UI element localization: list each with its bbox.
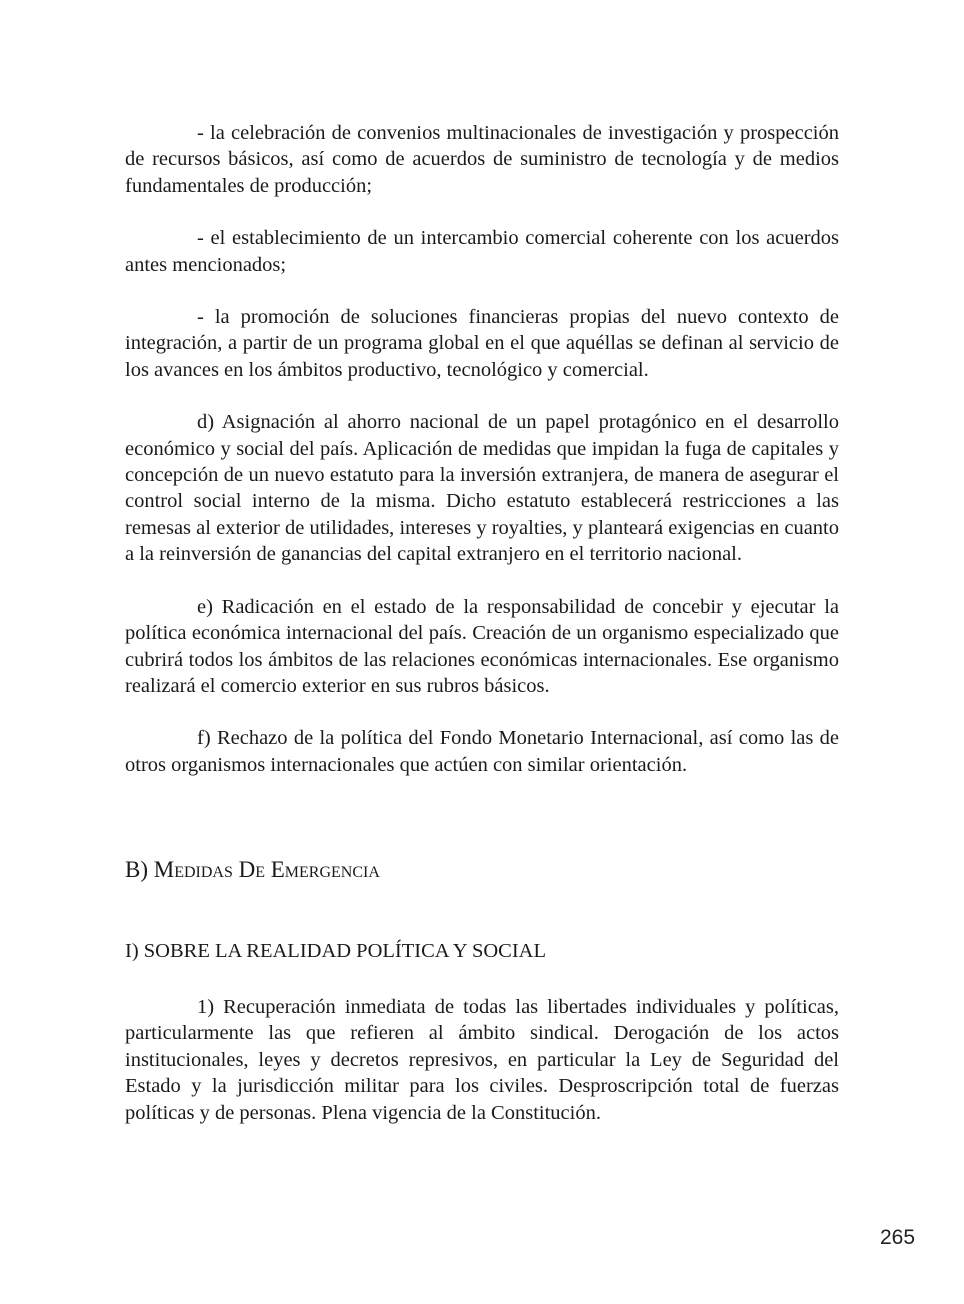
- paragraph-convenios: - la celebración de convenios multinacionales de investigación y prospección de recursos básicos, así como de acuerdos de suministro de tecnología y de medios fundamentales de producción;: [125, 122, 839, 197]
- paragraph-intercambio: - el establecimiento de un intercambio comercial coherente con los acuerdos antes mencionados;: [125, 227, 839, 276]
- paragraph-f-rechazo-fmi: f) Rechazo de la política del Fondo Monetario Internacional, así como las de otros organismos internacionales que actúen con similar orientación.: [125, 727, 839, 776]
- section-heading: B) Medidas De Emergencia: [125, 857, 380, 882]
- body-text-top: [125, 120, 839, 804]
- paragraph-1-recuperacion: 1) Recuperación inmediata de todas las libertades individuales y políticas, particularmente las que refieren al ámbito sindical. Derogación de los actos institucionales, leyes y decretos represivos, en particular la Ley de Seguridad del Estado y la jurisdicción militar para los civiles. Desproscripción total de fuerzas políticas y de personas. Plena vigencia de la Constitución.: [125, 996, 839, 1124]
- body-text-bottom: [125, 994, 839, 1152]
- paragraph-soluciones-financieras: - la promoción de soluciones financieras propias del nuevo contexto de integración, a partir de un programa global en el que aquéllas se definan al servicio de los avances en los ámbitos productivo, tecnológico y comercial.: [125, 306, 839, 381]
- paragraph-d-ahorro-nacional: d) Asignación al ahorro nacional de un papel protagónico en el desarrollo económico y social del país. Aplicación de medidas que impidan la fuga de capitales y concepción de un nuevo estatuto para la inversión extranjera, de manera de asegurar el control social interno de la misma. Dicho estatuto establecerá restricciones a las remesas al exterior de utilidades, intereses y royalties, y planteará exigencias en cuanto a la reinversión de ganancias del capital extranjero en el territorio nacional.: [125, 411, 839, 566]
- subsection-heading: I) SOBRE LA REALIDAD POLÍTICA Y SOCIAL: [125, 940, 547, 962]
- paragraph-e-radicacion: e) Radicación en el estado de la responsabilidad de concebir y ejecutar la política económica internacional del país. Creación de un organismo especializado que cubrirá todos los ámbitos de las relaciones económicas internacionales. Ese organismo realizará el comercio exterior en sus rubros básicos.: [125, 595, 839, 697]
- page-number: 265: [880, 1226, 916, 1249]
